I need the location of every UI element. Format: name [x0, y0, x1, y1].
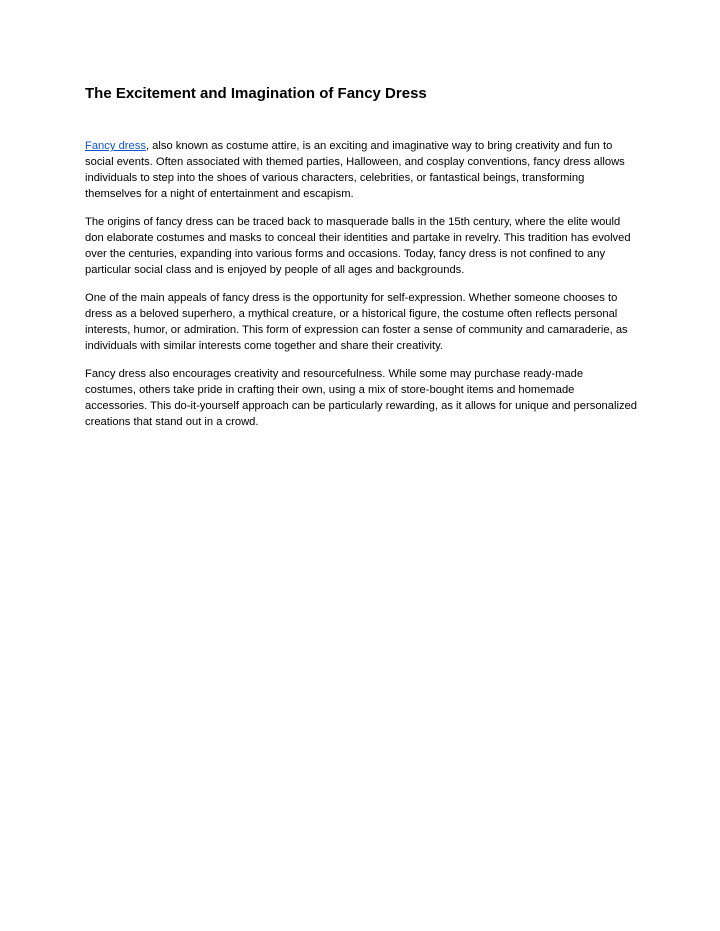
paragraph-intro-text: , also known as costume attire, is an exciting and imaginative way to bring creativity and fun to social events. Often associated with themed parties, Halloween, and cosplay conventions, fancy dress allows individuals to step into the shoes of various characters, celebrities, or fantastical beings, transforming themselves for a night of entertainment and escapism.: [85, 140, 625, 200]
document-body: [85, 84, 637, 430]
paragraph-self-expression: One of the main appeals of fancy dress is the opportunity for self-expression. Whether someone chooses to dress as a beloved superhero, a mythical creature, or a historical figure, the costume often reflects personal interests, humor, or admiration. This form of expression can foster a sense of community and camaraderie, as individuals with similar interests come together and share their creativity.: [85, 292, 628, 352]
fancy-dress-link[interactable]: Fancy dress: [85, 140, 146, 152]
paragraph-creativity: Fancy dress also encourages creativity and resourcefulness. While some may purchase ready-made costumes, others take pride in crafting their own, using a mix of store-bought items and homemade accessories. This do-it-yourself approach can be particularly rewarding, as it allows for unique and personalized creations that stand out in a crowd.: [85, 368, 637, 428]
paragraph-origins: The origins of fancy dress can be traced back to masquerade balls in the 15th century, where the elite would don elaborate costumes and masks to conceal their identities and partake in revelry. This tradition has evolved over the centuries, expanding into various forms and occasions. Today, fancy dress is not confined to any particular social class and is enjoyed by people of all ages and backgrounds.: [85, 216, 631, 276]
paragraph-intro: [85, 138, 637, 202]
document-title: The Excitement and Imagination of Fancy Dress: [85, 85, 427, 102]
